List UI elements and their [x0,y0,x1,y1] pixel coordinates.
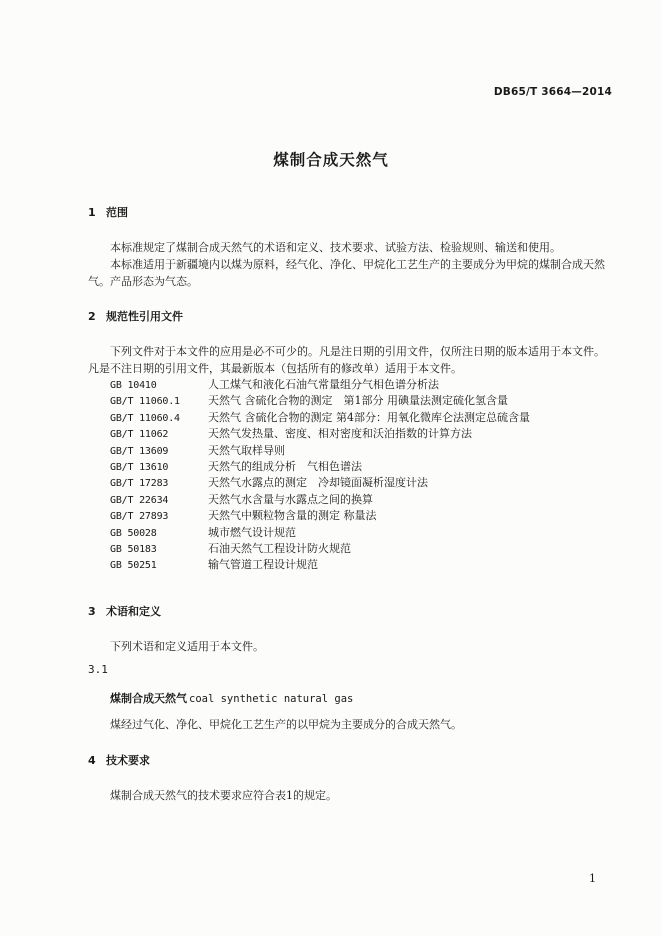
section-number: 4 [88,754,96,767]
reference-title: 石油天然气工程设计防火规范 [208,541,351,555]
reference-code: GB/T 11060.1 [110,396,180,408]
reference-title: 天然气中颗粒物含量的测定 称量法 [208,509,377,523]
reference-item [110,377,530,393]
reference-item [110,492,530,508]
reference-title: 人工煤气和液化石油气常量组分气相色谱分析法 [208,378,439,391]
section-number: 1 [88,206,96,219]
section-1-heading [88,204,128,220]
normative-intro: 下列文件对于本文件的应用是必不可少的。凡是注日期的引用文件，仅所注日期的版本适用于本文件。凡是不注日期的引用文件，其最新版本（包括所有的修改单）适用于本文件。 [88,345,605,375]
reference-item [110,393,530,409]
term-number: 3.1 [88,663,108,676]
reference-item [110,410,530,426]
section-number: 3 [88,605,96,618]
reference-code: GB 50251 [110,560,157,572]
reference-item [110,557,530,573]
scope-paragraph-2: 本标准适用于新疆境内以煤为原料，经气化、净化、甲烷化工艺生产的主要成分为甲烷的煤制合成天然气。产品形态为气态。 [88,258,605,288]
section-title: 范围 [106,206,128,219]
term-english: coal synthetic natural gas [189,693,354,705]
reference-code: GB/T 13610 [110,461,169,473]
section-4-heading [88,752,150,768]
reference-code: GB/T 17283 [110,478,169,490]
term-heading [110,690,353,706]
reference-code: GB/T 22634 [110,494,169,506]
reference-code: GB 10410 [110,380,157,391]
term-definition: 煤经过气化、净化、甲烷化工艺生产的以甲烷为主要成分的合成天然气。 [110,718,462,731]
section-3-heading [88,603,161,619]
tech-requirements-intro: 煤制合成天然气的技术要求应符合表1的规定。 [110,789,337,802]
reference-item [110,459,530,475]
page-title: 煤制合成天然气 [273,151,389,169]
reference-item [110,525,530,541]
reference-title: 天然气取样导则 [208,443,285,457]
reference-title: 天然气发热量、密度、相对密度和沃泊指数的计算方法 [208,427,472,441]
scope-paragraph-1: 本标准规定了煤制合成天然气的术语和定义、技术要求、试验方法、检验规则、输送和使用。 [110,241,561,254]
reference-item [110,541,530,557]
section-title: 术语和定义 [106,605,161,618]
reference-title: 天然气的组成分析 气相色谱法 [208,459,362,473]
section-title: 技术要求 [106,754,150,767]
reference-title: 天然气水含量与水露点之间的换算 [208,492,373,506]
page-number: 1 [589,872,596,885]
reference-title: 输气管道工程设计规范 [208,558,318,572]
reference-code: GB/T 11060.4 [110,412,180,424]
reference-title: 城市燃气设计规范 [208,525,296,539]
document-number: DB65/T 3664—2014 [493,86,612,98]
reference-code: GB/T 11062 [110,429,169,441]
reference-list [110,377,530,574]
section-2-heading [88,308,183,324]
term-chinese: 煤制合成天然气 [110,692,187,705]
reference-title: 天然气 含硫化合物的测定 第1部分 用碘量法测定硫化氢含量 [208,394,508,408]
reference-code: GB/T 13609 [110,445,169,457]
reference-item [110,475,530,491]
reference-code: GB 50183 [110,543,157,555]
terms-intro: 下列术语和定义适用于本文件。 [110,640,264,653]
reference-code: GB/T 27893 [110,511,169,523]
section-title: 规范性引用文件 [106,310,183,323]
reference-item [110,508,530,524]
reference-item [110,443,530,459]
reference-item [110,426,530,442]
reference-code: GB 50028 [110,527,157,539]
reference-title: 天然气 含硫化合物的测定 第4部分：用氧化微库仑法测定总硫含量 [208,410,530,424]
reference-title: 天然气水露点的测定 冷却镜面凝析湿度计法 [208,476,428,490]
section-number: 2 [88,310,96,323]
